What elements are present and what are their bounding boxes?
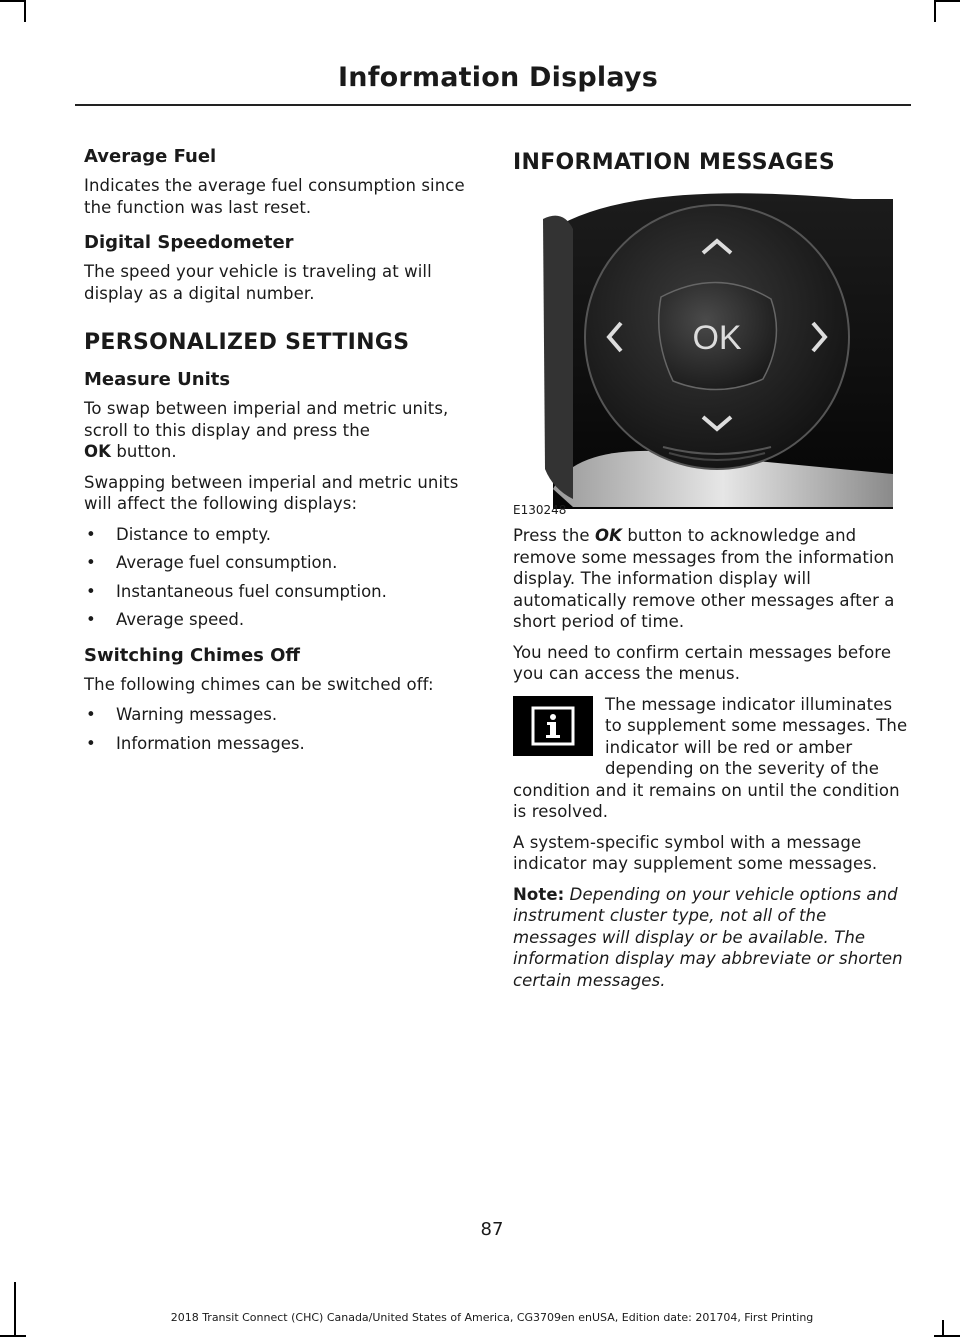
measure-units-heading: Measure Units [84,369,231,390]
ok-label: OK [84,442,112,461]
information-messages-heading: INFORMATION MESSAGES [513,150,836,175]
header-divider [75,104,911,106]
personalized-settings-heading: PERSONALIZED SETTINGS [84,330,410,355]
list-item: • Average speed. [84,609,484,631]
list-item: • Average fuel consumption. [84,552,484,574]
list-item: • Warning messages. [84,704,484,726]
units-list [84,524,484,631]
average-fuel-text: Indicates the average fuel consumption since the function was last reset. [84,176,465,217]
digital-speedometer-heading: Digital Speedometer [84,232,294,253]
list-item: • Distance to empty. [84,524,484,546]
list-item: • Information messages. [84,733,484,755]
ok-label: OK [595,526,623,545]
list-item: • Instantaneous fuel consumption. [84,581,484,603]
press-ok-text [513,525,908,633]
figure-id: E130248 [513,503,567,517]
measure-units-text-a: To swap between imperial and metric units, scroll to this display and press the [84,399,449,440]
system-symbol-text: A system-specific symbol with a message indicator may supplement some messages. [513,832,878,873]
right-column [513,146,908,1000]
switching-chimes-text: The following chimes can be switched off: [84,674,434,694]
ok-button-label: OK [692,319,742,357]
note-body: Depending on your vehicle options and instrument cluster type, not all of the messages will display or be available. The information display may abbreviate or shorten certain messages. [513,884,903,990]
digital-speedometer-text: The speed your vehicle is traveling at will display as a digital number. [84,262,432,303]
ok-button-pad-illustration [513,189,893,517]
page-title: Information Displays [338,62,658,93]
left-column [84,146,484,764]
switching-chimes-heading: Switching Chimes Off [84,644,301,666]
average-fuel-heading: Average Fuel [84,146,217,167]
press-text-b: button to acknowledge and remove some messages from the information display. The information display will automatically remove other messages after a short period of time. [513,526,895,631]
measure-units-text-2: Swapping between imperial and metric units will affect the following displays: [84,472,459,513]
indicator-paragraph [513,694,908,823]
chimes-list [84,704,484,754]
footer-text: 2018 Transit Connect (CHC) Canada/United States of America, CG3709en enUSA, Edition date: 201704, First Printing [170,1311,814,1324]
page-number: 87 [480,1219,504,1240]
crop-mark [934,0,960,2]
crop-mark [0,0,26,2]
confirm-text: You need to confirm certain messages before you can access the menus. [513,642,892,683]
crop-mark [14,1282,16,1337]
note-label: Note: [513,884,565,904]
indicator-text: The message indicator illuminates to supplement some messages. The indicator will be red or amber depending on the severity of the condition and it remains on until the condition is resolved. [513,694,908,821]
measure-units-text-b: button. [111,442,177,461]
measure-units-text [84,398,484,463]
note-text [513,884,908,992]
information-indicator-icon [513,696,593,756]
press-text-a: Press the [513,526,595,545]
crop-mark [24,0,26,22]
steering-wheel-control-figure [513,189,893,517]
crop-mark [934,0,936,22]
